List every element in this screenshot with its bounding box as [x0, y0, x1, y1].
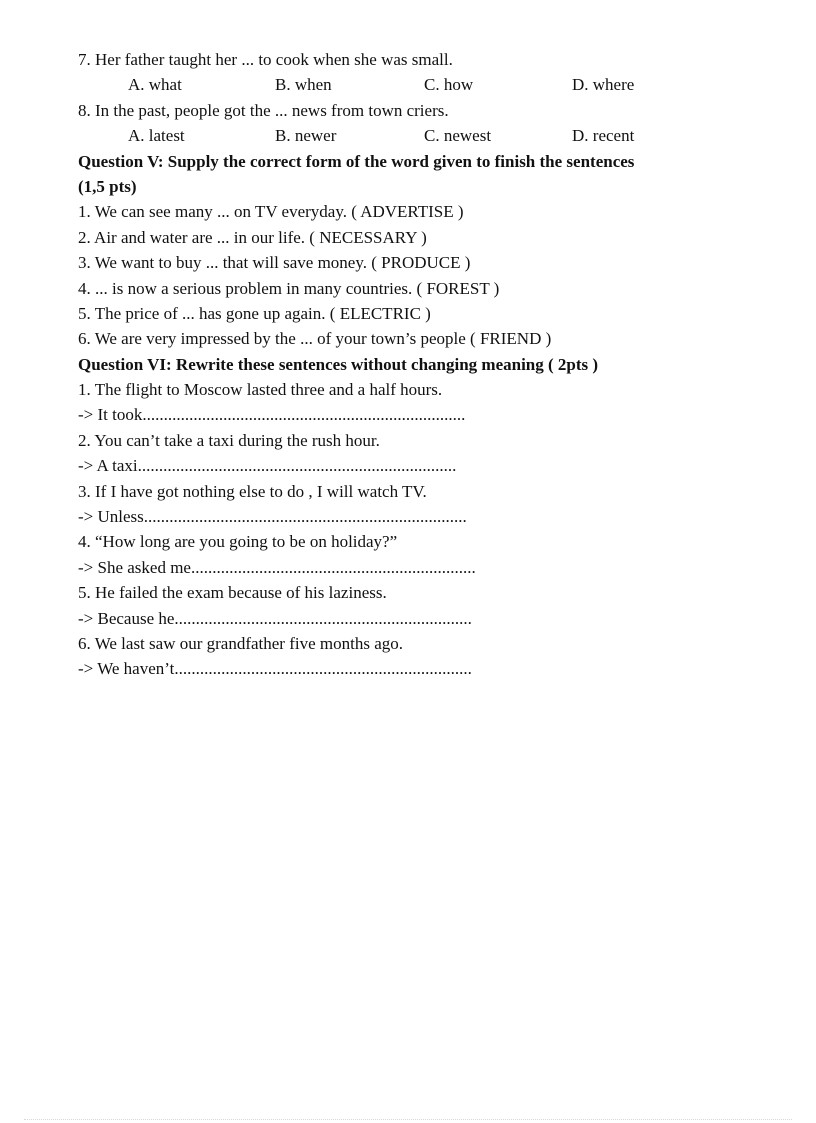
question-5-points: (1,5 pts)	[78, 176, 137, 196]
rewrite-sentence: 5. He failed the exam because of his laziness.	[78, 583, 387, 603]
option-c: C. how	[424, 75, 474, 95]
word-form-item: 1. We can see many ... on TV everyday. ( ADVERTISE )	[78, 202, 464, 222]
question-6-heading: Question VI: Rewrite these sentences without changing meaning ( 2pts )	[78, 354, 599, 374]
mcq-question-7: 7. Her father taught her ... to cook when she was small.	[78, 50, 453, 69]
word-form-item: 4. ... is now a serious problem in many countries. ( FOREST )	[78, 278, 500, 298]
word-form-item: 6. We are very impressed by the ... of your town’s people ( FRIEND )	[78, 329, 552, 349]
mcq-question-8: 8. In the past, people got the ... news from town criers.	[78, 100, 449, 120]
mcq-options-8	[78, 123, 778, 148]
page-bottom-divider	[24, 1119, 792, 1120]
option-b: B. when	[275, 75, 332, 95]
option-b: B. newer	[275, 126, 337, 146]
rewrite-answer-line: -> She asked me...................................................................	[78, 557, 476, 577]
worksheet-page	[78, 47, 778, 682]
option-a: A. what	[128, 75, 182, 95]
word-form-item: 2. Air and water are ... in our life. ( NECESSARY )	[78, 227, 427, 247]
option-d: D. recent	[572, 126, 635, 146]
option-d: D. where	[572, 75, 635, 95]
rewrite-sentence: 2. You can’t take a taxi during the rush hour.	[78, 430, 380, 450]
rewrite-answer-line: -> A taxi...........................................................................	[78, 456, 457, 476]
question-5-heading: Question V: Supply the correct form of the word given to finish the sentences	[78, 151, 635, 171]
rewrite-answer-line: -> It took............................................................................	[78, 405, 466, 425]
word-form-item: 5. The price of ... has gone up again. ( ELECTRIC )	[78, 303, 431, 323]
rewrite-sentence: 6. We last saw our grandfather five months ago.	[78, 633, 404, 653]
rewrite-sentence: 4. “How long are you going to be on holiday?”	[78, 532, 398, 552]
rewrite-answer-line: -> Because he......................................................................	[78, 608, 472, 628]
option-c: C. newest	[424, 126, 492, 146]
rewrite-sentence: 3. If I have got nothing else to do , I will watch TV.	[78, 481, 427, 501]
mcq-options-7	[78, 72, 778, 97]
word-form-item: 3. We want to buy ... that will save money. ( PRODUCE )	[78, 253, 471, 273]
option-a: A. latest	[128, 126, 185, 146]
rewrite-answer-line: -> Unless............................................................................	[78, 507, 467, 527]
rewrite-sentence: 1. The flight to Moscow lasted three and a half hours.	[78, 380, 443, 400]
rewrite-answer-line: -> We haven’t......................................................................	[78, 659, 472, 679]
